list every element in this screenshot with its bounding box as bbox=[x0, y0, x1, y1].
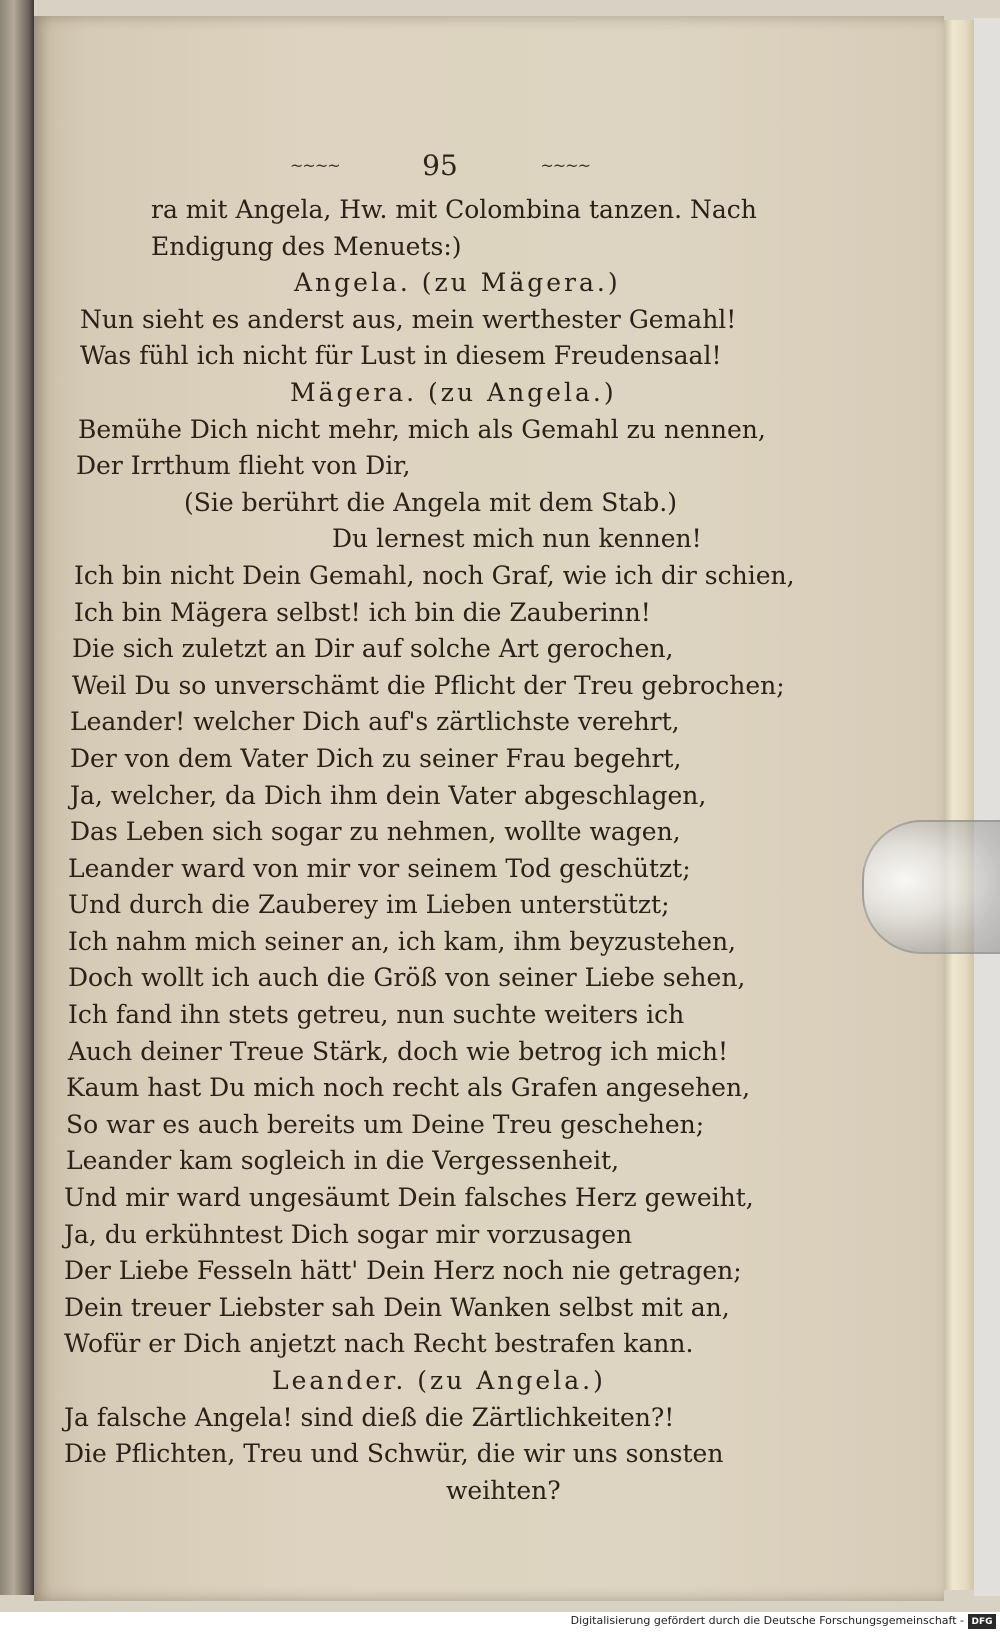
text-line: Bemühe Dich nicht mehr, mich als Gemahl zu nennen, bbox=[78, 414, 766, 444]
text-line: Der Liebe Fesseln hätt' Dein Herz noch nie getragen; bbox=[64, 1256, 742, 1286]
text-line: Leander kam sogleich in die Vergessenheit, bbox=[66, 1146, 620, 1176]
text-line: Wofür er Dich anjetzt nach Recht bestrafen kann. bbox=[64, 1329, 694, 1359]
text-line: Und durch die Zauberey im Lieben unterstützt; bbox=[68, 890, 670, 920]
speaker-heading: Mägera. (zu Angela.) bbox=[290, 377, 617, 407]
text-line: Das Leben sich sogar zu nehmen, wollte wagen, bbox=[70, 817, 681, 847]
page-number: 95 bbox=[422, 148, 458, 182]
text-line: Ich bin nicht Dein Gemahl, noch Graf, wie ich dir schien, bbox=[74, 560, 795, 590]
verse-text bbox=[64, 192, 824, 1509]
text-line: Ich bin Mägera selbst! ich bin die Zauberinn! bbox=[74, 597, 651, 627]
text-line: Die Pflichten, Treu und Schwür, die wir uns sonsten bbox=[64, 1439, 724, 1469]
digitization-credit: Digitalisierung gefördert durch die Deutsche Forschungsgemeinschaft - bbox=[570, 1614, 964, 1627]
text-line: Dein treuer Liebster sah Dein Wanken selbst mit an, bbox=[64, 1292, 730, 1322]
speaker-heading: Angela. (zu Mägera.) bbox=[294, 268, 621, 298]
speaker-heading: Leander. (zu Angela.) bbox=[272, 1366, 606, 1395]
text-line: Ja, welcher, da Dich ihm dein Vater abgeschlagen, bbox=[70, 780, 707, 810]
text-line: Ja, du erkühntest Dich sogar mir vorzusagen bbox=[64, 1219, 633, 1249]
header-ornament-left: ~~~~ bbox=[290, 155, 340, 175]
left-page-edge bbox=[0, 0, 34, 1595]
text-line: Nun sieht es anderst aus, mein werthester Gemahl! bbox=[80, 304, 737, 334]
text-line: Du lernest mich nun kennen! bbox=[332, 524, 702, 554]
text-line: Endigung des Menuets:) bbox=[151, 231, 462, 261]
page-stack-edge bbox=[944, 20, 974, 1590]
text-line: Leander ward von mir vor seinem Tod geschützt; bbox=[68, 853, 691, 883]
text-line: Der Irrthum flieht von Dir, bbox=[76, 451, 411, 481]
text-line: So war es auch bereits um Deine Treu geschehen; bbox=[66, 1109, 705, 1139]
text-line: Und mir ward ungesäumt Dein falsches Herz geweiht, bbox=[64, 1183, 754, 1213]
page-header bbox=[290, 145, 590, 185]
text-line: Auch deiner Treue Stärk, doch wie betrog ich mich! bbox=[68, 1036, 729, 1066]
dfg-logo: DFG bbox=[968, 1614, 996, 1629]
text-line: Der von dem Vater Dich zu seiner Frau begehrt, bbox=[70, 743, 682, 773]
text-line: Weil Du so unverschämt die Pflicht der Treu gebrochen; bbox=[72, 670, 785, 700]
text-line: Die sich zuletzt an Dir auf solche Art gerochen, bbox=[72, 634, 674, 664]
text-line: Ja falsche Angela! sind dieß die Zärtlichkeiten?! bbox=[64, 1402, 675, 1432]
text-line: Was fühl ich nicht für Lust in diesem Freudensaal! bbox=[80, 341, 722, 371]
text-line: Leander! welcher Dich auf's zärtlichste verehrt, bbox=[70, 707, 680, 737]
text-line: Kaum hast Du mich noch recht als Grafen angesehen, bbox=[66, 1073, 751, 1103]
text-line: Ich fand ihn stets getreu, nun suchte weiters ich bbox=[68, 1000, 685, 1030]
stage-direction: (Sie berührt die Angela mit dem Stab.) bbox=[184, 487, 677, 517]
text-line: weihten? bbox=[446, 1475, 561, 1505]
text-line: Ich nahm mich seiner an, ich kam, ihm beyzustehen, bbox=[68, 926, 737, 956]
background-strip bbox=[974, 18, 1000, 1596]
header-ornament-right: ~~~~ bbox=[540, 155, 590, 175]
text-line: ra mit Angela, Hw. mit Colombina tanzen. Nach bbox=[151, 195, 757, 224]
text-line: Doch wollt ich auch die Größ von seiner Liebe sehen, bbox=[68, 963, 746, 993]
page-holder-clip bbox=[862, 820, 1000, 954]
